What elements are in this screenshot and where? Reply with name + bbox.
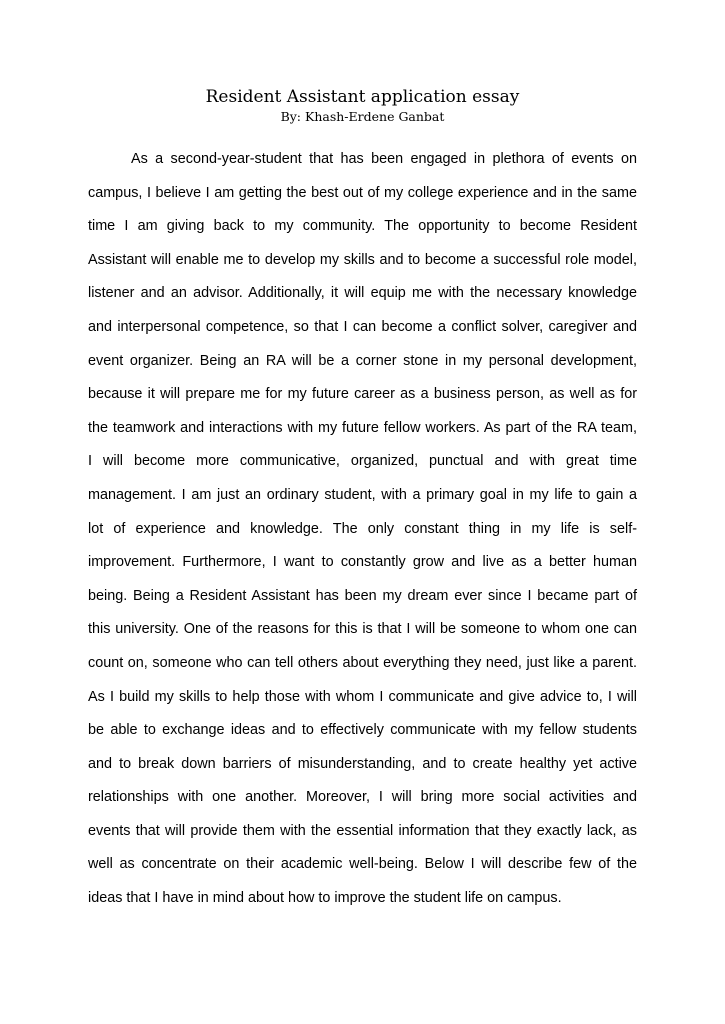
paragraph-line: lot of experience and knowledge. The only constant thing in my life is self- xyxy=(88,520,637,537)
paragraph-line: event organizer. Being an RA will be a corner stone in my personal development, xyxy=(88,352,637,369)
paragraph-line: well as concentrate on their academic well-being. Below I will describe few of the xyxy=(88,856,637,873)
paragraph-line: and to break down barriers of misunderstanding, and to create healthy yet active xyxy=(88,755,637,772)
paragraph-line: because it will prepare me for my future career as a business person, as well as for xyxy=(88,386,637,403)
paragraph-line: As a second-year-student that has been engaged in plethora of events on xyxy=(131,151,637,167)
paragraph-line: improvement. Furthermore, I want to constantly grow and live as a better human xyxy=(88,554,637,571)
essay-title: Resident Assistant application essay xyxy=(205,87,520,107)
paragraph-line: and interpersonal competence, so that I can become a conflict solver, caregiver and xyxy=(88,318,637,335)
paragraph-line: the teamwork and interactions with my future fellow workers. As part of the RA team, xyxy=(88,419,637,436)
paragraph-line: As I build my skills to help those with whom I communicate and give advice to, I will xyxy=(88,688,637,705)
paragraph-line: I will become more communicative, organized, punctual and with great time xyxy=(88,453,637,470)
paragraph-line: count on, someone who can tell others about everything they need, just like a parent. xyxy=(88,654,637,671)
paragraph-line: this university. One of the reasons for this is that I will be someone to whom one can xyxy=(88,621,637,638)
paragraph-line: be able to exchange ideas and to effectively communicate with my fellow students xyxy=(88,722,637,739)
paragraph-line: relationships with one another. Moreover, I will bring more social activities and xyxy=(88,789,637,806)
paragraph-line: listener and an advisor. Additionally, it will equip me with the necessary knowledge xyxy=(88,285,637,302)
essay-paragraph xyxy=(88,143,637,916)
paragraph-line: events that will provide them with the essential information that they exactly lack, as xyxy=(88,822,637,839)
paragraph-line: time I am giving back to my community. The opportunity to become Resident xyxy=(88,218,637,235)
paragraph-line: being. Being a Resident Assistant has been my dream ever since I became part of xyxy=(88,587,637,604)
author-byline: By: Khash-Erdene Ganbat xyxy=(280,109,445,124)
paragraph-line: management. I am just an ordinary student, with a primary goal in my life to gain a xyxy=(88,486,637,503)
paragraph-line: Assistant will enable me to develop my skills and to become a successful role model, xyxy=(88,251,637,268)
paragraph-line: ideas that I have in mind about how to improve the student life on campus. xyxy=(88,890,562,907)
paragraph-line: campus, I believe I am getting the best out of my college experience and in the same xyxy=(88,184,637,201)
